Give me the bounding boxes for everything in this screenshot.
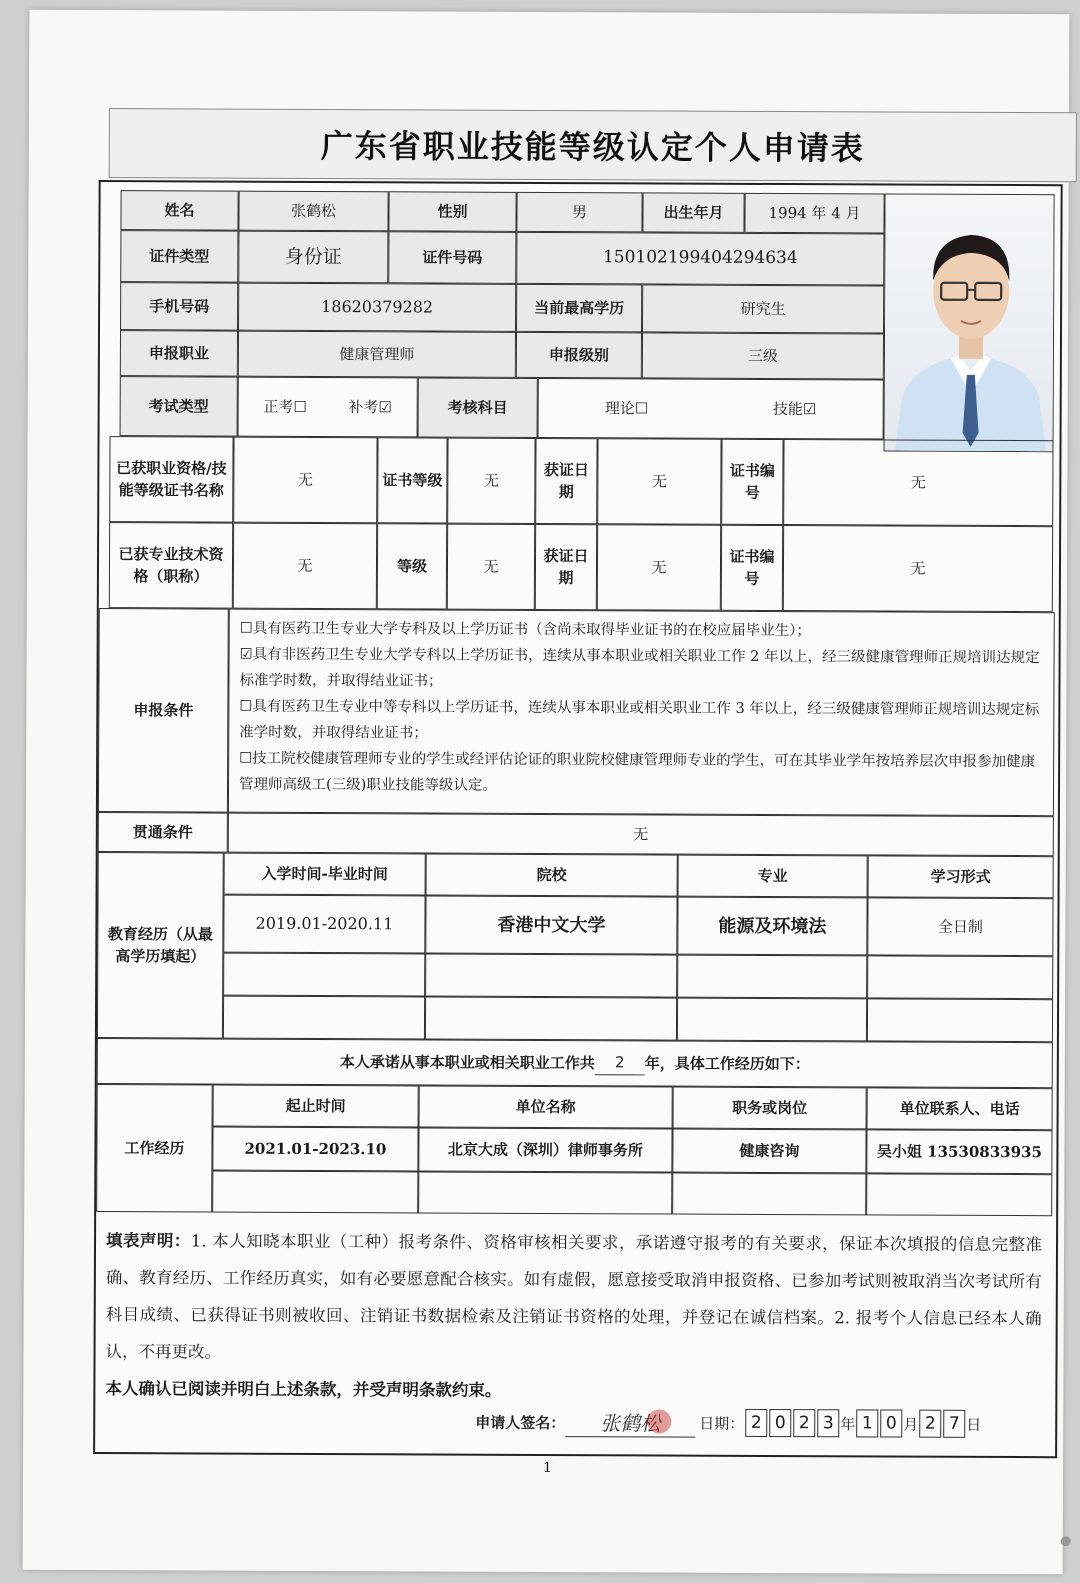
work-pledge — [97, 1038, 1053, 1088]
birth-label: 出生年月 — [642, 192, 744, 232]
name-label: 姓名 — [120, 190, 238, 231]
cert-date-label: 获证日期 — [535, 438, 597, 524]
regular-exam-checkbox[interactable]: 正考☐ — [263, 397, 307, 416]
id-number-value: 150102199404294634 — [516, 232, 884, 286]
cert-grade-value: 无 — [447, 438, 535, 524]
year-digit: 2 — [745, 1409, 767, 1437]
occupation-value: 健康管理师 — [238, 331, 516, 378]
edu-empty-cell — [223, 953, 425, 997]
edu-empty-cell — [677, 998, 867, 1042]
year-digit: 2 — [793, 1409, 815, 1437]
birth-value: 1994 年 4 月 — [744, 193, 884, 234]
phone-value: 18620379282 — [238, 283, 516, 332]
conditions-list — [228, 609, 1055, 817]
edu-row-major: 能源及环境法 — [677, 897, 867, 956]
education-label: 教育经历（从最高学历填起） — [97, 852, 224, 1039]
application-form — [93, 180, 1063, 1458]
id-type-label: 证件类型 — [120, 230, 238, 283]
form-title: 广东省职业技能等级认定个人申请表 — [109, 108, 1077, 182]
edu-header-mode: 学习形式 — [868, 855, 1054, 898]
edu-row-mode: 全日制 — [867, 897, 1053, 956]
date-label: 日期： — [699, 1414, 745, 1433]
month-digit: 1 — [856, 1409, 878, 1437]
binder-hole — [1061, 1536, 1071, 1546]
makeup-exam-checkbox[interactable]: 补考☑ — [348, 397, 392, 417]
condition-item-2[interactable]: ☑具有非医药卫生专业大学专科以上学历证书，连续从事本职业或相关职业工作 2 年以上，经三级健康管理师正规培训达规定标准学时数，并取得结业证书； — [239, 646, 1040, 690]
work-empty-cell — [866, 1173, 1052, 1216]
phone-label: 手机号码 — [120, 282, 238, 331]
work-empty-cell — [672, 1173, 866, 1216]
work-row-position: 健康咨询 — [672, 1129, 866, 1174]
cert-name-value: 无 — [233, 437, 377, 524]
month-digit: 0 — [880, 1409, 902, 1437]
condition-item-3[interactable]: ☐具有医药卫生专业中等专科以上学历证书，连续从事本职业或相关职业工作 3 年以上，经三级健康管理师正规培训达规定标准学时数，并取得结业证书； — [239, 698, 1040, 742]
work-header-period: 起止时间 — [213, 1085, 419, 1128]
month-unit: 月 — [903, 1415, 919, 1434]
title-number-label: 证书编号 — [721, 525, 783, 611]
title-grade-label: 等级 — [377, 523, 447, 609]
subject-label: 考核科目 — [418, 377, 538, 438]
theory-checkbox[interactable]: 理论☐ — [604, 399, 649, 418]
gender-value: 男 — [516, 192, 642, 233]
declaration-confirm: 本人确认已阅读并明白上述条款，并受声明条款约束。 — [105, 1379, 502, 1400]
work-empty-cell — [418, 1171, 672, 1214]
name-value: 张鹤松 — [238, 191, 388, 232]
edu-header-major: 专业 — [678, 855, 868, 898]
edu-row-period: 2019.01-2020.11 — [223, 895, 425, 954]
through-label: 贯通条件 — [98, 812, 228, 853]
work-label: 工作经历 — [96, 1084, 213, 1213]
occupation-label: 申报职业 — [120, 330, 238, 377]
day-digit: 7 — [943, 1410, 965, 1438]
cert-date-value: 无 — [597, 438, 721, 525]
pledge-years: 2 — [595, 1051, 645, 1075]
edu-empty-cell — [867, 998, 1053, 1042]
declaration-text: 1. 本人知晓本职业（工种）报考条件、资格审核相关要求，承诺遵守报考的有关要求，保证本次填报的信息完整准确、教育经历、工作经历真实，如有必要愿意配合核实。如有虚假，愿意接受取消申报资格、已参加考试则被取消当次考试所有科目成绩、已获得证书则被收回、注销证书数据检索及注销证书资格的处理，并登记在诚信档案。2. 报考个人信息已经本人确认，不再更改。 — [105, 1231, 1043, 1362]
education-level-label: 当前最高学历 — [516, 284, 642, 333]
work-row-period: 2021.01-2023.10 — [212, 1127, 418, 1172]
fingerprint-stamp — [647, 1409, 671, 1433]
through-value: 无 — [228, 813, 1054, 857]
cert-number-label: 证书编号 — [721, 439, 783, 525]
subject-options — [538, 378, 884, 440]
cert-grade-label: 证书等级 — [377, 437, 447, 523]
title-qualification-label: 已获专业技术资格（职称） — [109, 522, 233, 609]
work-row-contact: 吴小姐 13530833935 — [866, 1129, 1052, 1174]
id-number-label: 证件号码 — [388, 231, 516, 284]
title-qualification-value: 无 — [233, 523, 377, 610]
day-digit: 2 — [919, 1410, 941, 1438]
page-number: 1 — [543, 1459, 553, 1477]
edu-empty-cell — [223, 996, 425, 1040]
edu-row-school: 香港中文大学 — [425, 895, 677, 954]
edu-empty-cell — [867, 955, 1053, 999]
cert-label: 已获职业资格/技能等级证书名称 — [109, 436, 233, 523]
conditions-label: 申报条件 — [98, 608, 229, 813]
work-header-position: 职务或岗位 — [673, 1087, 867, 1130]
applicant-photo — [883, 193, 1054, 452]
year-digit: 3 — [817, 1409, 839, 1437]
edu-header-school: 院校 — [426, 853, 678, 896]
work-header-contact: 单位联系人、电话 — [867, 1087, 1053, 1130]
signature-text: 张鹤松 — [600, 1411, 661, 1436]
cert-number-value: 无 — [783, 439, 1053, 526]
sign-label: 申请人签名： — [475, 1413, 566, 1432]
title-grade-value: 无 — [447, 524, 535, 610]
declaration-heading: 填表声明： — [105, 1231, 191, 1251]
applicant-signature[interactable] — [565, 1407, 695, 1438]
gender-label: 性别 — [388, 191, 516, 232]
edu-empty-cell — [677, 955, 867, 999]
work-empty-cell — [212, 1171, 418, 1214]
condition-item-1[interactable]: ☐具有医药卫生专业大学专科及以上学历证书（含尚未取得毕业证书的在校应届毕业生）； — [239, 620, 811, 640]
edu-header-period: 入学时间-毕业时间 — [224, 853, 426, 896]
education-level-value: 研究生 — [642, 284, 884, 333]
condition-item-4[interactable]: ☐技工院校健康管理师专业的学生或经评估论证的职业院校健康管理师专业的学生，可在其毕业学年按培养层次申报参加健康管理师高级工(三级)职业技能等级认定。 — [238, 750, 1036, 794]
edu-empty-cell — [425, 996, 677, 1040]
skill-checkbox[interactable]: 技能☑ — [772, 399, 817, 418]
exam-type-label: 考试类型 — [120, 376, 238, 437]
title-date-value: 无 — [597, 524, 721, 611]
id-type-value: 身份证 — [238, 231, 388, 284]
year-digit: 0 — [769, 1409, 791, 1437]
paper-sheet — [23, 10, 1070, 1575]
apply-level-label: 申报级别 — [516, 332, 642, 379]
work-header-company: 单位名称 — [419, 1085, 673, 1128]
pledge-text-before: 本人承诺从事本职业或相关职业工作共 — [339, 1052, 595, 1072]
signature-row — [475, 1402, 1045, 1444]
pledge-text-after: 年，具体工作经历如下： — [644, 1054, 810, 1073]
apply-level-value: 三级 — [642, 332, 884, 379]
work-row-company: 北京大成（深圳）律师事务所 — [418, 1127, 672, 1172]
day-unit: 日 — [966, 1415, 982, 1434]
edu-empty-cell — [425, 953, 677, 997]
year-unit: 年 — [840, 1414, 856, 1433]
title-date-label: 获证日期 — [535, 524, 597, 610]
title-number-value: 无 — [783, 525, 1053, 612]
exam-type-options — [238, 377, 418, 438]
